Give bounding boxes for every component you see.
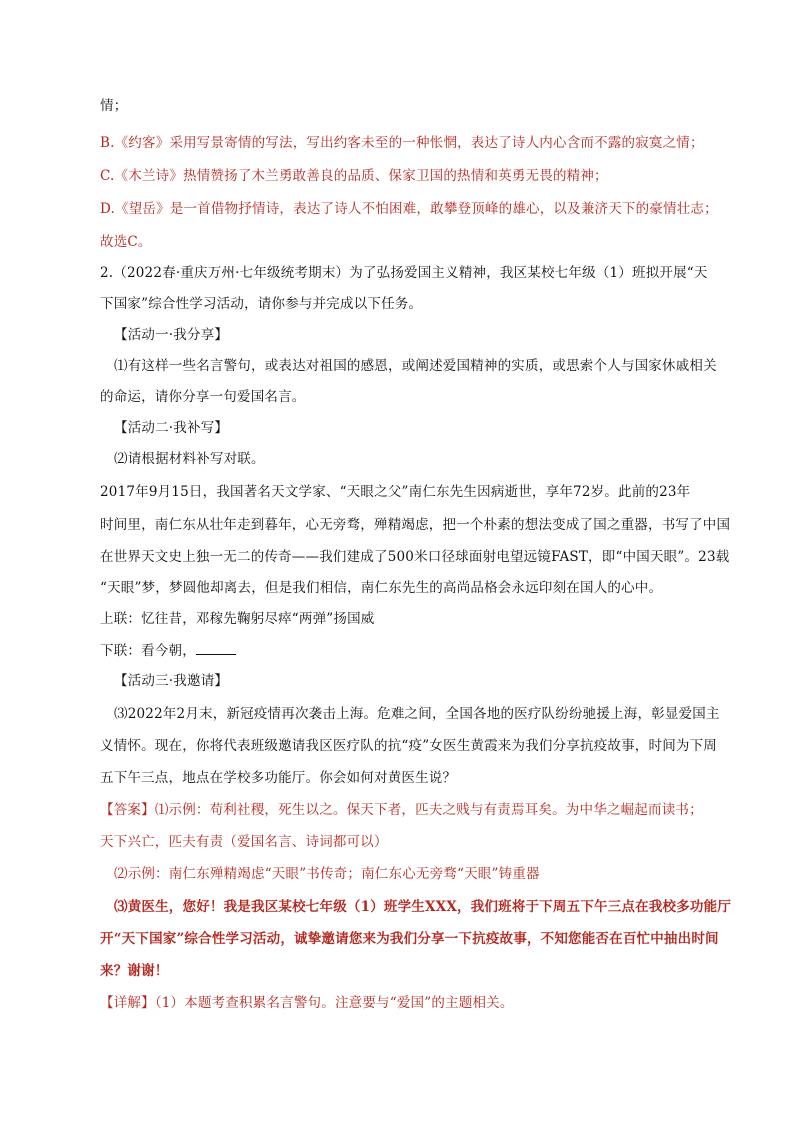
answer-choice: 故选C。 bbox=[100, 234, 152, 250]
option-c: C.《木兰诗》热情赞扬了木兰勇敢善良的品质、保家卫国的热情和英勇无畏的精神； bbox=[100, 168, 608, 184]
activity-three-heading: 【活动三·我邀请】 bbox=[114, 673, 229, 689]
text-span: 情； bbox=[100, 98, 128, 114]
text-line: 五下午三点，地点在学校多功能厅。你会如何对黄医生说？ bbox=[100, 770, 457, 786]
answer-line: 开“天下国家”综合性学习活动，诚挚邀请您来为我们分享一下抗疫故事，不知您能否在百忙中抽出时间 bbox=[100, 931, 719, 947]
lower-couplet bbox=[100, 640, 236, 661]
material-line: “天眼”梦，梦圆他却离去，但是我们相信，南仁东先生的高尚品格会永远印刻在国人的心中。 bbox=[100, 580, 663, 596]
fill-blank bbox=[196, 640, 236, 655]
text-line: 的命运，请你分享一句爱国名言。 bbox=[100, 389, 306, 405]
option-d: D.《望岳》是一首借物抒情诗，表达了诗人不怕困难，敢攀登顶峰的雄心，以及兼济天下的豪情壮志； bbox=[100, 201, 718, 217]
explanation-line bbox=[100, 993, 514, 1013]
option-b: B.《约客》采用写景寄情的写法，写出约客未至的一种怅惘，表达了诗人内心含而不露的寂寞之情； bbox=[100, 135, 704, 151]
text-line: 下国家”综合性学习活动，请你参与并完成以下任务。 bbox=[100, 296, 423, 312]
text-line bbox=[100, 96, 127, 116]
material-line: 在世界天文史上独一无二的传奇——我们建成了500米口径球面射电望远镜FAST，即“中国天眼”。23载 bbox=[100, 549, 730, 565]
answer-line: ⑵示例：南仁东殚精竭虑“天眼”书传奇；南仁东心无旁骛“天眼”铸重器 bbox=[114, 866, 540, 882]
material-line: 时间里，南仁东从壮年走到暮年，心无旁骛，殚精竭虑，把一个朴素的想法变成了国之重器，书写了中国 bbox=[100, 517, 731, 533]
question-header: 2.（2022春·重庆万州·七年级统考期末）为了弘扬爱国主义精神，我区某校七年级（1）班拟开展“天 bbox=[100, 265, 708, 281]
answer-label: 【答案】 bbox=[100, 802, 155, 818]
activity-two-heading: 【活动二·我补写】 bbox=[114, 420, 229, 436]
upper-couplet: 上联：忆往昔，邓稼先鞠躬尽瘁“两弹”扬国威 bbox=[100, 611, 375, 627]
material-line: 2017年9月15日，我国著名天文学家、“天眼之父”南仁东先生因病逝世，享年72岁。此前的23年 bbox=[100, 484, 691, 500]
explanation-text: （1）本题考查积累名言警句。注意要与“爱国”的主题相关。 bbox=[154, 995, 514, 1011]
text-line: ⑴有这样一些名言警句，或表达对祖国的感恩，或阐述爱国精神的实质，或思索个人与国家休戚相关 bbox=[114, 358, 717, 374]
explanation-label: 【详解】 bbox=[100, 995, 155, 1011]
answer-line: ⑶黄医生，您好！我是我区某校七年级（1）班学生XXX，我们班将于下周五下午三点在我校多功能厅 bbox=[114, 899, 732, 915]
text-line: ⑵请根据材料补写对联。 bbox=[114, 451, 265, 467]
answer-text: ⑴示例：苟利社稷，死生以之。保天下者，匹夫之贱与有责焉耳矣。为中华之崛起而读书； bbox=[154, 802, 703, 818]
answer-line: 天下兴亡，匹夫有责（爱国名言、诗词都可以） bbox=[100, 834, 388, 850]
text-line: 义情怀。现在，你将代表班级邀请我区医疗队的抗“疫”女医生黄霞来为我们分享抗疫故事，时间为下周 bbox=[100, 738, 718, 754]
answer-line: 来？谢谢！ bbox=[100, 963, 169, 979]
lower-couplet-label: 下联：看今朝， bbox=[100, 643, 196, 659]
answer-line bbox=[100, 800, 703, 820]
activity-one-heading: 【活动一·我分享】 bbox=[114, 327, 229, 343]
text-line: ⑶2022年2月末，新冠疫情再次袭击上海。危难之间，全国各地的医疗队纷纷驰援上海，彰显爱国主 bbox=[114, 706, 720, 722]
